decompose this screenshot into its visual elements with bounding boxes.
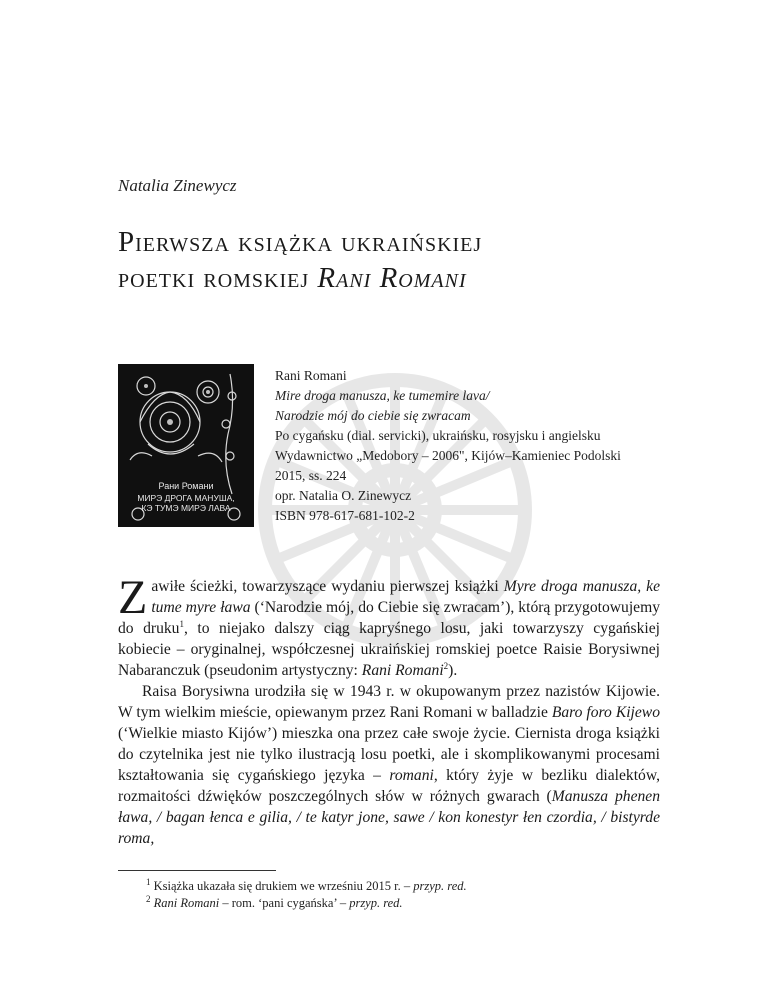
- footnote-2-number: 2: [146, 893, 151, 904]
- biblio-author: Rani Romani: [275, 368, 347, 383]
- p2-text-2: (‘Wielkie miasto Kijów’) mieszka ona przez całe swoje życie. Ciernista droga książki do czytelnika jest nie tylko ilustracją losu poetki, ale i skomplikowanymi procesami kształtowania się cygańskiego języka –: [118, 725, 660, 784]
- footnote-1-number: 1: [146, 876, 151, 887]
- footnote-1: [146, 878, 666, 895]
- p1-text-3: , to niejako dalszy ciąg kapryśnego losu, jaki towarzyszy cygańskiej kobiecie – oryginalnej, współczesnej ukraińskiej romskiej poetce Raisie Borysiwnej Nabaranczuk (pseudonim artystyczny:: [118, 620, 660, 679]
- title-line-2-italic: Rani Romani: [317, 262, 467, 294]
- footnote-ref-1: 1: [179, 618, 184, 629]
- article-title: [118, 224, 678, 296]
- p1-text-2: (‘Narodzie mój, do Ciebie się zwracam’), którą przygotowujemy do druku: [118, 599, 661, 637]
- bibliographic-note: [275, 366, 695, 526]
- biblio-title-line-2: Narodzie mój do ciebie się zwracam: [275, 408, 471, 423]
- cover-title-line-1: МИРЭ ДРОГА МАНУША,: [137, 493, 235, 503]
- biblio-languages: Po cygańsku (dial. servicki), ukraińsku, rosyjsku i angielsku: [275, 428, 601, 443]
- cover-title: [124, 493, 248, 513]
- cover-title-line-2: КЭ ТУМЭ МИРЭ ЛАВА: [141, 503, 231, 513]
- p1-text-1: awiłe ścieżki, towarzyszące wydaniu pierwszej książki: [151, 578, 504, 595]
- paragraph-1: [118, 571, 661, 681]
- article-body: [118, 571, 661, 849]
- footnote-2-text: – rom. ‘pani cygańska’ –: [219, 896, 350, 910]
- title-line-2-prefix: poetki romskiej: [118, 262, 318, 294]
- footnote-divider: [118, 870, 276, 871]
- title-line-1: Pierwsza książka ukraińskiej: [118, 226, 483, 258]
- biblio-title-line-1: Mire droga manusza, ke tumemire lava/: [275, 388, 490, 403]
- drop-cap: Z: [118, 571, 148, 624]
- p2-ballad-title: Baro foro Kijewo: [551, 704, 660, 721]
- paragraph-2: [118, 681, 660, 849]
- footnote-2-note: przyp. red.: [349, 896, 403, 910]
- book-cover-image: [118, 364, 254, 527]
- biblio-publisher: Wydawnictwo „Medobory – 2006", Kijów–Kamieniec Podolski: [275, 448, 621, 463]
- p2-text-3: , który żyje w bezliku dialektów, rozmaitości dźwięków poszczególnych słów w różnych gwarach (: [118, 767, 660, 805]
- biblio-year-pages: 2015, ss. 224: [275, 468, 347, 483]
- footnote-1-text: Książka ukazała się drukiem we wrześniu 2015 r. –: [153, 879, 414, 893]
- footnote-2: [146, 895, 666, 912]
- footnotes: [146, 878, 666, 912]
- p1-book-title: Myre droga manusza, ke tume myre ława: [151, 578, 661, 616]
- p2-language-name: romani: [389, 767, 434, 784]
- biblio-editor: opr. Natalia O. Zinewycz: [275, 488, 412, 503]
- footnote-1-note: przyp. red.: [413, 879, 467, 893]
- article-author: Natalia Zinewycz: [118, 176, 237, 195]
- footnote-2-term: Rani Romani: [153, 896, 220, 910]
- footnote-ref-2: 2: [443, 660, 449, 671]
- p2-quoted-verse: Manusza phenen ława, / bagan łenca e gilia, / te katyr jone, sawe / kon konestyr łen czordia, / bistyrde roma,: [118, 788, 661, 847]
- biblio-isbn: ISBN 978-617-681-102-2: [275, 508, 415, 523]
- p1-text-4: ).: [448, 662, 458, 679]
- p1-pseudonym: Rani Romani: [361, 662, 444, 679]
- p2-text-1: Raisa Borysiwna urodziła się w 1943 r. w okupowanym przez nazistów Kijowie. W tym wielkim mieście, opiewanym przez Rani Romani w balladzie: [118, 683, 660, 721]
- cover-author: Рани Романи: [158, 481, 214, 491]
